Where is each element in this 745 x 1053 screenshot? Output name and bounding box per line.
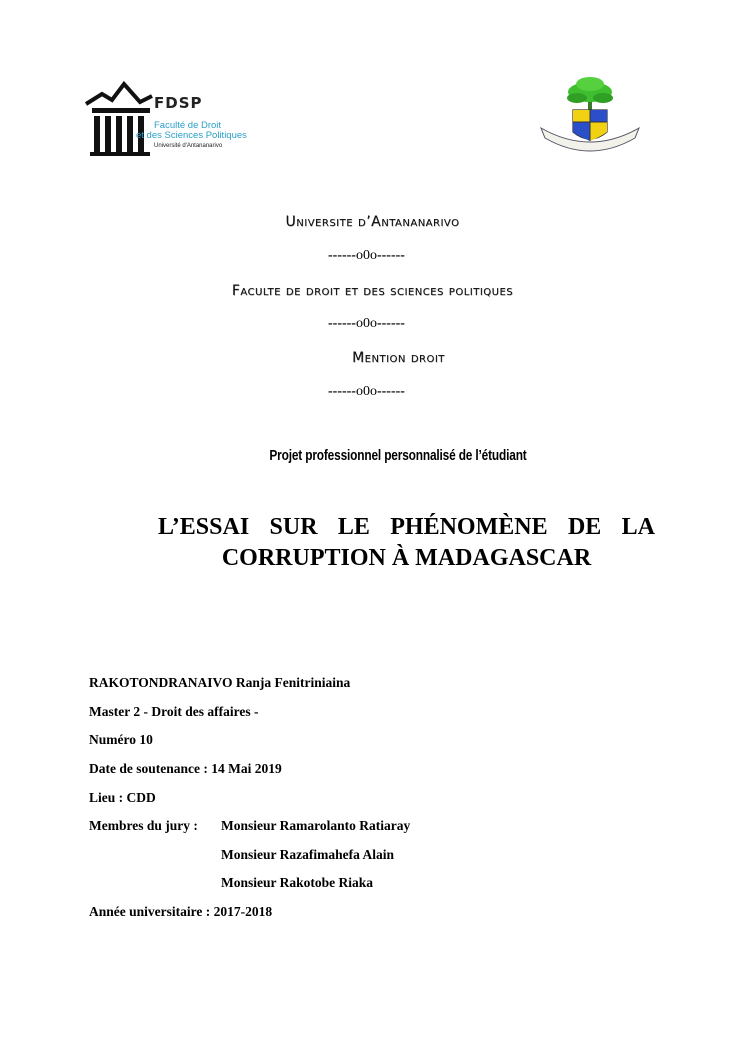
author-name: RAKOTONDRANAIVO Ranja Fenitriniaina	[89, 675, 351, 690]
project-label: Projet professionnel personnalisé de l’étudiant	[269, 448, 527, 464]
separator-dashes: ------	[376, 316, 405, 331]
separator-dashes: ------	[328, 384, 356, 399]
title-line-2: CORRUPTION À MADAGASCAR	[221, 545, 592, 571]
fdsp-line3: Université d'Antananarivo	[154, 143, 223, 149]
jury-member: Monsieur Ramarolanto Ratiaray	[221, 818, 411, 833]
fdsp-line2-main: Sciences Politiques	[164, 130, 247, 141]
jury-member: Monsieur Rakotobe Riaka	[221, 875, 374, 890]
student-number: Numéro 10	[89, 732, 153, 747]
title-line-1: L’ESSAI SUR LE PHÉNOMÈNE DE LA	[158, 514, 655, 540]
jury-member: Monsieur Razafimahefa Alain	[221, 847, 394, 862]
mention-name: Mention droit	[352, 350, 445, 366]
crest-icon	[535, 70, 645, 162]
fdsp-line1: Faculté de Droit	[154, 120, 222, 131]
document-title	[158, 512, 655, 574]
university-name: Universite d’Antananarivo	[285, 214, 460, 230]
program: Master 2 - Droit des affaires -	[89, 704, 259, 719]
separator-2	[328, 316, 405, 332]
defense-date: Date de soutenance : 14 Mai 2019	[89, 761, 282, 776]
jury-label: Membres du jury :	[89, 818, 198, 833]
separator-3	[328, 384, 405, 400]
fdsp-line2-prefix: et des	[136, 130, 162, 141]
separator-1	[328, 248, 405, 264]
faculty-building-icon	[84, 80, 154, 160]
separator-mid: o0o	[355, 384, 377, 399]
university-crest-logo	[535, 70, 645, 162]
fdsp-logo	[84, 80, 247, 160]
fdsp-line2	[136, 130, 247, 141]
faculty-name: Faculte de droit et des sciences politiques	[231, 283, 514, 299]
academic-year: Année universitaire : 2017-2018	[89, 904, 273, 919]
separator-dashes: ------	[376, 384, 405, 399]
separator-mid: o0o	[355, 316, 377, 331]
separator-dashes: ------	[328, 248, 356, 263]
separator-dashes: ------	[328, 316, 356, 331]
separator-mid: o0o	[355, 248, 377, 263]
fdsp-name: FDSP	[154, 94, 203, 112]
separator-dashes: ------	[376, 248, 405, 263]
defense-place: Lieu : CDD	[89, 790, 156, 805]
